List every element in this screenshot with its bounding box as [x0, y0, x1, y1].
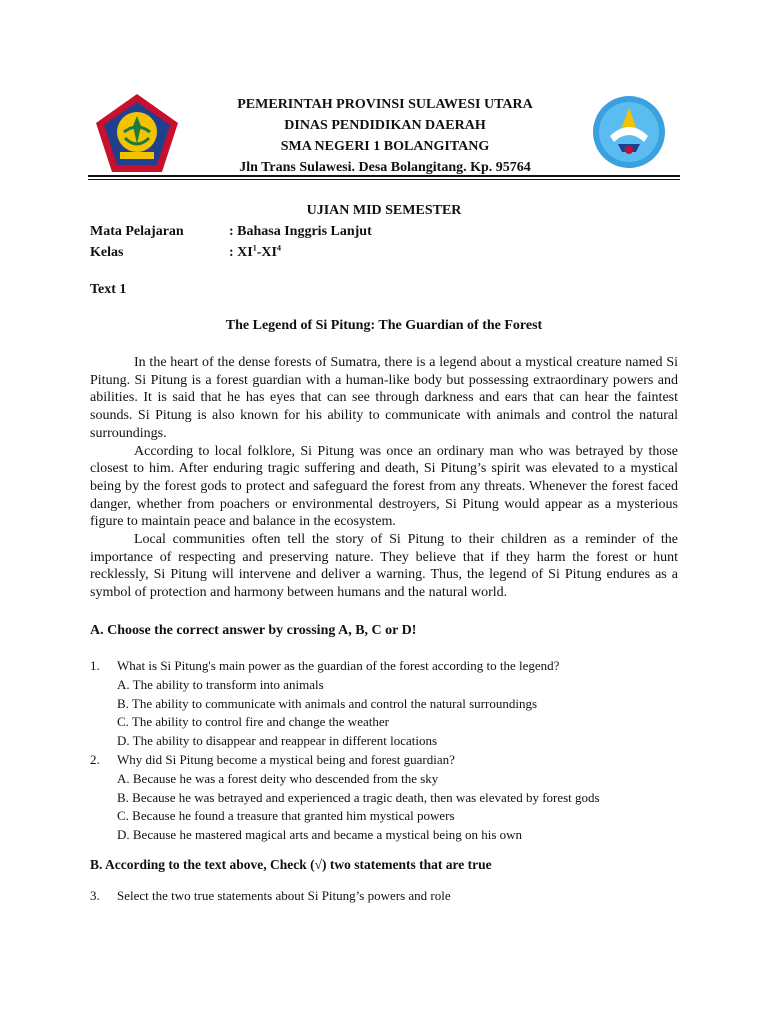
answer-option[interactable]: C. Because he found a treasure that granted him mystical powers [117, 808, 455, 824]
question-text: What is Si Pitung's main power as the guardian of the forest according to the legend? [117, 658, 560, 673]
story-paragraph: Local communities often tell the story of Si Pitung to their children as a reminder of the importance of respecting and preserving nature. They believe that if they harm the forest or hunt recklessly, Si Pitung will intervene and deliver a warning. Thus, the legend of Si Pitung endures as a symbol of protection and harmony between humans and the natural world. [90, 532, 678, 601]
section-b-heading: B. According to the text above, Check (√) two statements that are true [90, 857, 492, 872]
question-1 [90, 657, 690, 676]
answer-option[interactable]: C. The ability to control fire and change the weather [117, 714, 389, 730]
question-2 [90, 751, 690, 770]
letterhead-rule-thin [88, 179, 680, 180]
letterhead-province: PEMERINTAH PROVINSI SULAWESI UTARA [237, 97, 533, 112]
answer-option[interactable]: A. The ability to transform into animals [117, 676, 324, 692]
answer-option[interactable]: B. Because he was betrayed and experienced a tragic death, then was elevated by forest gods [117, 789, 600, 805]
class-value [229, 245, 281, 260]
letterhead [190, 94, 580, 178]
question-text: Why did Si Pitung become a mystical being and forest guardian? [117, 751, 455, 767]
section-b-questions [90, 887, 690, 906]
question-text: Select the two true statements about Si Pitung’s powers and role [117, 888, 451, 903]
class-sup-end: 4 [276, 243, 281, 253]
section-a-heading: A. Choose the correct answer by crossing A, B, C or D! [90, 623, 417, 638]
answer-option[interactable]: B. The ability to communicate with animals and control the natural surroundings [117, 695, 538, 711]
letterhead-department: DINAS PENDIDIKAN DAERAH [284, 118, 486, 133]
answer-option[interactable]: D. Because he mastered magical arts and became a mystical being on his own [117, 827, 523, 843]
letterhead-school: SMA NEGERI 1 BOLANGITANG [280, 139, 490, 154]
answer-option[interactable]: D. The ability to disappear and reappear in different locations [117, 733, 438, 749]
exam-title: UJIAN MID SEMESTER [306, 203, 462, 218]
question-number: 3. [90, 888, 100, 903]
letterhead-rule-thick [88, 175, 680, 177]
class-label: Kelas [90, 245, 124, 260]
letterhead-address: Jln Trans Sulawesi. Desa Bolangitang. Kp. 95764 [239, 160, 531, 175]
answer-option[interactable]: A. Because he was a forest deity who descended from the sky [117, 770, 439, 786]
question-number: 1. [90, 658, 100, 673]
text-label: Text 1 [90, 282, 127, 297]
subject-row [90, 224, 372, 240]
subject-value: : Bahasa Inggris Lanjut [229, 224, 372, 239]
class-mid: -XI [256, 245, 277, 260]
sulawesi-utara-emblem-icon [94, 92, 180, 174]
story-paragraph: According to local folklore, Si Pitung was once an ordinary man who was betrayed by those closest to him. After enduring tragic suffering and death, Si Pitung’s spirit was elevated to a mystical being by the forest gods to protect and safeguard the forest from any threats. Whenever the forest faced danger, whether from poachers or environmental destroyers, Si Pitung would appear as a mysterious figure to maintain peace and balance in the ecosystem. [90, 443, 678, 530]
tut-wuri-handayani-emblem-icon [590, 92, 668, 176]
class-sup-start: 1 [252, 243, 257, 253]
question-number: 2. [90, 751, 100, 767]
story-paragraph: In the heart of the dense forests of Sumatra, there is a legend about a mystical creature named Si Pitung. Si Pitung is a forest guardian with a human-like body but possessing extraordinary powers and abilities. It is said that he has eyes that can see through darkness and ears that can hear the faintest sounds. Si Pitung is also known for his ability to communicate with animals and control the natural surroundings. [90, 355, 678, 441]
class-prefix: : XI [229, 245, 253, 260]
question-3 [90, 887, 690, 906]
section-a-questions [90, 657, 690, 845]
subject-label: Mata Pelajaran [90, 224, 184, 239]
story-body [90, 354, 678, 602]
story-title: The Legend of Si Pitung: The Guardian of the Forest [225, 318, 543, 333]
class-row [90, 245, 281, 261]
